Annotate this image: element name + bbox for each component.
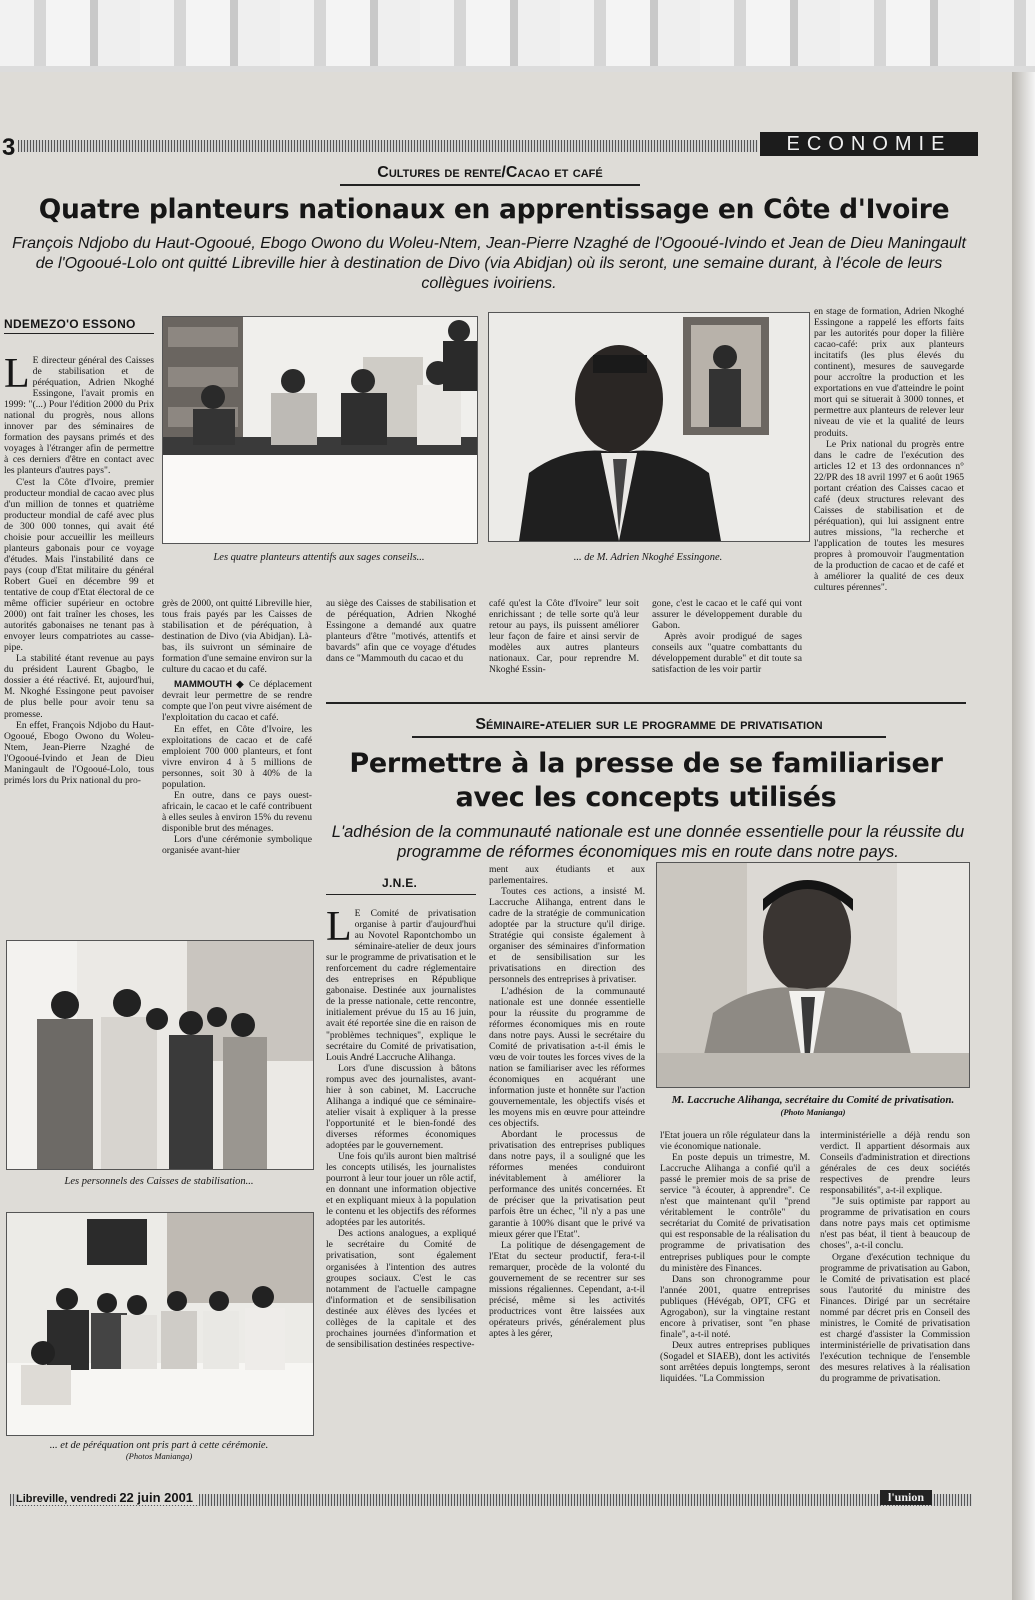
caption-photo-4 [6,1440,312,1461]
photo-credit: (Photo Manianga) [780,1107,846,1117]
article1-column-1 [4,355,154,920]
paragraph: En effet, en Côte d'Ivoire, les exploitations de cacao et de café emploient 700 000 planteurs, et font vivre environ 4 à 5 millions de personnes, soit 30 à 40% de la population. [162,723,312,790]
page-edge [1012,72,1035,1600]
photo-laccruche-alihanga [656,862,970,1088]
paragraph: E Comité de privatisation organise à partir d'aujourd'hui au Novotel Rapontchombo un séminaire-atelier de deux jours sur le programme de privatisation et le renforcement du cadre réglementaire des entreprises en République gabonaise. Destinée aux journalistes de la presse nationale, cette rencontre, initialement prévue du 15 au 16 juin, avait été reportée sine die en raison de "problèmes techniques", explique le secrétaire du Comité de privatisation, Louis André Laccruche Alihanga. [326,908,476,1063]
paragraph: grès de 2000, ont quitté Libreville hier, tous frais payés par les Caisses de stabilisation et de péréquation, à destination de Divo (via Abidjan). Là-bas, ils suivront un séminaire de formation d'une semaine environ sur la culture du cacao et du café. [162,598,312,676]
newspaper-name: l'union [880,1490,932,1505]
photo-nkoghe-essingone [488,312,810,542]
footer-city-day: Libreville, vendredi [16,1493,117,1505]
article2-deck: L'adhésion de la communauté nationale est une donnée essentielle pour la réussite du programme de réformes économiques mis en route dans notre pays. [331,823,965,862]
article1-column-5 [652,598,802,686]
paragraph: Lors d'une cérémonie symbolique organisée avant-hier [162,833,312,857]
article1-column-3 [326,598,476,686]
article2-column-2 [489,864,645,1484]
paragraph: La politique de désengagement de l'Etat du secteur productif, fera-t-il remarquer, procède de la volonté du gouvernement de se recentrer sur ses missions régaliennes. Cependant, a-t-il précisé, même si les activités productrices vont être laissées aux opérateurs privés, généralement plus aptes à les gérer, [489,1239,645,1339]
paragraph: au siège des Caisses de stabilisation et de péréquation, Adrien Nkoghé Essingone a demandé aux quatre planteurs d'être "motivés, attentifs et bavards" afin que ce voyage d'études dans ce "Mammouth du cacao et du [326,598,476,665]
paragraph: "Je suis optimiste par rapport au programme de privatisation en cours dans notre pays mais cet optimisme n'est pas béat, il tient à beaucoup de choses", a-t-il conclu. [820,1196,970,1252]
article2-headline-line1: Permettre à la presse de se familiariser [349,748,943,779]
paragraph: La stabilité étant revenue au pays du président Laurent Gbagbo, le dossier a été réactivé. Et, aujourd'hui, M. Nkoghé Essingone peut pavoiser de plus belle pour avoir tenu sa promesse. [4,653,154,720]
header-rule [18,140,758,152]
photo-ceremonie [6,1212,314,1436]
paragraph: l'Etat jouera un rôle régulateur dans la vie économique nationale. [660,1130,810,1153]
paragraph: En outre, dans ce pays ouest-africain, le cacao et le café contribuent à elles seules à environ 15% du revenu disponible brut des ménages. [162,789,312,834]
paragraph: Dans son chronogramme pour l'année 2001, quatre entreprises publiques (Hévégab, OPT, CFG et Agrogabon), sur la vingtaine restant encore à privatiser, sont "en phase finale", a-t-il noté. [660,1273,810,1340]
page-number: 3 [2,134,16,161]
article2-column-1 [326,908,476,1483]
byline-rule [4,333,154,334]
paragraph: E directeur général des Caisses de stabilisation et de péréquation, Adrien Nkoghé Essingone, l'avait promis en 1999: "(...) Pour l'édition 2000 du Prix national du progrès, nous allons innover par des séminaires de formation des paysans primés et des voyages à l'étranger afin de permettre à ces derniers d'être en contact avec les planteurs d'autres pays". [4,355,154,477]
article1-headline: Quatre planteurs nationaux en apprentissage en Côte d'Ivoire [38,194,950,225]
article-separator [326,702,966,704]
article1-deck: François Ndjobo du Haut-Ogooué, Ebogo Owono du Woleu-Ntem, Jean-Pierre Nzaghé de l'Ogooué-Ivindo et Jean de Dieu Maningault de l'Ogooué-Lolo ont quitté Libreville hier à destination de Divo (via Abidjan) où ils seront, une semaine durant, à l'école de leurs collègues ivoiriens. [12,235,966,292]
caption-photo-2: ... de M. Adrien Nkoghé Essingone. [573,552,723,563]
article1-column-2 [162,598,312,933]
paragraph: Ce déplacement devrait leur permettre de se rendre compte que l'on peut vivre aisément de l'exploitation du cacao et café. [162,679,312,724]
paragraph: Le Prix national du progrès entre dans le cadre de l'exécution des articles 12 et 13 des ordonnances n° 22/PR des 18 avril 1997 et 6 août 1965 portant création des Caisses cacao et café (deux structures relevant des Caisses de stabilisation et de péréquation), qui lui assignent entre autres missions, "la recherche et l'application de toutes les mesures propres à promouvoir l'augmentation de la production de cacao et de café et à améliorer la qualité de ces deux cultures pérennes". [814,438,964,594]
article2-column-4 [820,1130,970,1484]
paragraph: En effet, François Ndjobo du Haut-Ogooué, Ebogo Owono du Woleu-Ntem, Jean-Pierre Nzaghé de l'Ogooué-Ivindo et Jean de Dieu Maningault de l'Ogooué-Lolo, tous primés lors du Prix national du pro- [4,719,154,786]
article1-column-4 [489,598,639,686]
paragraph: gone, c'est le cacao et le café qui vont assurer le développement durable du Gabon. [652,598,802,632]
article1-byline: NDEMEZO'O ESSONO [4,317,136,331]
article1-column-6 [814,306,964,694]
article2-headline-line2: avec les concepts utilisés [455,782,837,813]
drop-cap: L [326,908,352,950]
subhead-mammouth: MAMMOUTH ◆ [174,679,246,691]
footer-date: 22 juin 2001 [119,1490,194,1505]
photo-personnels-caisses [6,940,314,1170]
paragraph: L'adhésion de la communauté nationale est une donnée essentielle pour la réussite du programme de réformes économiques mis en route dans notre pays. Aussi le secrétaire du Comité de privatisation a-t-il émis le vœu de voir toutes les forces vives de la nation se familiariser avec les réformes économiques en acquérant une information juste et honnête sur l'action gouvernementale, les objectifs visés et les moyens mis en œuvre pour atteindre ces objectifs. [489,985,645,1130]
caption-text: M. Laccruche Alihanga, secrétaire du Comité de privatisation. [671,1094,955,1106]
paragraph: Une fois qu'ils auront bien maîtrisé les concepts utilisés, les journalistes pourront à leur tour jouer un rôle actif, en donnant une information objective et en expliquant mieux à la population le contenu et les objectifs des réformes adoptées par les autorités. [326,1151,476,1229]
background-strip [0,0,1035,72]
article2-kicker: Séminaire-atelier sur le programme de privatisation [412,716,886,738]
paragraph: ment aux étudiants et aux parlementaires. [489,864,645,887]
caption-text: ... et de péréquation ont pris part à cette cérémonie. [49,1440,269,1451]
paragraph: En poste depuis un trimestre, M. Laccruche Alihanga a confié qu'il a passé le premier mois de sa prise de service "à écouter, à apprendre". Ce n'est que maintenant qu'il "prend véritablement le contrôle" du secrétariat du Comité de privatisation qui est responsable de la réalisation du programme de privatisation des entreprises publiques pour le compte du ministère des Finances. [660,1152,810,1274]
article2-byline: J.N.E. [382,876,418,890]
paragraph: Après avoir prodigué de sages conseils aux "quatre combattants du développement durable" et dit toute sa satisfaction de les voir partir [652,631,802,676]
paragraph: Toutes ces actions, a insisté M. Laccruche Alihanga, entrent dans le cadre de la stratégie de communication adoptée par la structure qu'il dirige. Stratégie qui consiste également à organiser des séminaires d'information et de sensibilisation sur les privatisations en direction des personnels des entreprises à privatiser. [489,886,645,986]
photo-credit: (Photos Manianga) [125,1451,193,1461]
paragraph: en stage de formation, Adrien Nkoghé Essingone a rappelé les efforts faits par les autorités pour doper la filière cacao-café: prix aux planteurs incitatifs (les plus élevés du continent), mesures de sauvegarde pour accroître la production et les exportations en vue d'atteindre le point mort qui se situerait à 3000 tonnes, et permettre aux planteurs de relever leur niveau de vie et la qualité de leurs produits. [814,306,964,439]
drop-cap: L [4,355,30,397]
paragraph: Des actions analogues, a expliqué le secrétaire du Comité de privatisation, sont également organisées à l'intention des autres groupes sociaux. C'est le cas notamment de l'actuelle campagne d'information et de sensibilisation destinée aux élèves des lycées et collèges de la capitale et des prochaines journées d'information et de sensibilisation destinées respective- [326,1228,476,1350]
section-label: ECONOMIE [760,132,978,156]
footer-dateline [16,1490,199,1505]
caption-photo-3: Les personnels des Caisses de stabilisation... [64,1176,254,1187]
paragraph: Organe d'exécution technique du programme de privatisation au Gabon, le Comité de privatisation est placé sous l'autorité du ministre des Finances. Dirigé par un secrétaire nommé par décret pris en Conseil des ministres, le Comité de privatisation est chargé d'assister la Commission interministérielle de privatisation dans l'exécution technique de l'ensemble des mesures relatives à la réalisation du programme de privatisation. [820,1251,970,1385]
paragraph: Deux autres entreprises publiques (Sogadel et SIAEB), dont les activités sont arrêtées depuis longtemps, seront liquidées. "La Commission [660,1339,810,1385]
caption-photo-1: Les quatre planteurs attentifs aux sages conseils... [213,552,425,563]
photo-planteurs [162,316,478,544]
article1-kicker: Cultures de rente/Cacao et café [340,164,640,186]
paragraph: Lors d'une discussion à bâtons rompus avec des journalistes, avant-hier à son cabinet, M. Laccruche Alihanga a indiqué que ce séminaire-atelier visait à expliquer à la presse l'opportunité et le bien-fondé des diverses réformes économiques adoptées par le gouvernement. [326,1062,476,1151]
paragraph: café qu'est la Côte d'Ivoire" leur soit enrichissant ; de telle sorte qu'à leur retour au pays, ils puissent améliorer leur façon de faire et ainsi servir de modèles aux autres planteurs nationaux. Car, pour reprendre M. Nkoghé Essin- [489,598,639,676]
caption-laccruche [660,1094,966,1118]
paragraph: Abordant le processus de privatisation des entreprises publiques dans notre pays, il a souligné que les réformes menées conduiront inévitablement à améliorer la performance des unités concernées. Et de préciser que la privatisation peut parfois être un échec, "il n'y a pas une garantie à 100% disant que le privé va mieux gérer que l'Etat". [489,1129,645,1240]
byline-rule-2 [326,894,476,895]
paragraph: interministérielle a déjà rendu son verdict. Il appartient désormais aux Conseils d'administration et directions générales de ces deux sociétés respectives de prendre leurs responsabilités", a-t-il explique. [820,1130,970,1197]
article2-column-3 [660,1130,810,1484]
paragraph: C'est la Côte d'Ivoire, premier producteur mondial de cacao avec plus d'un million de tonnes et quatrième producteur mondial de café avec plus de 300 000 tonnes, qui avait été choisie pour accueillir les meilleurs planteurs gabonais pour ce voyage d'études. Mais l'instabilité dans ce pays (coup d'Etat militaire du général Robert Gueï en décembre 99 et tentative de coup d'Etat électoral de ce même officier supérieur en octobre 2000) ont fait traîner les choses, les autorités gabonaises ne tenant pas à envoyer leurs compatriotes au casse-pipe. [4,476,154,654]
